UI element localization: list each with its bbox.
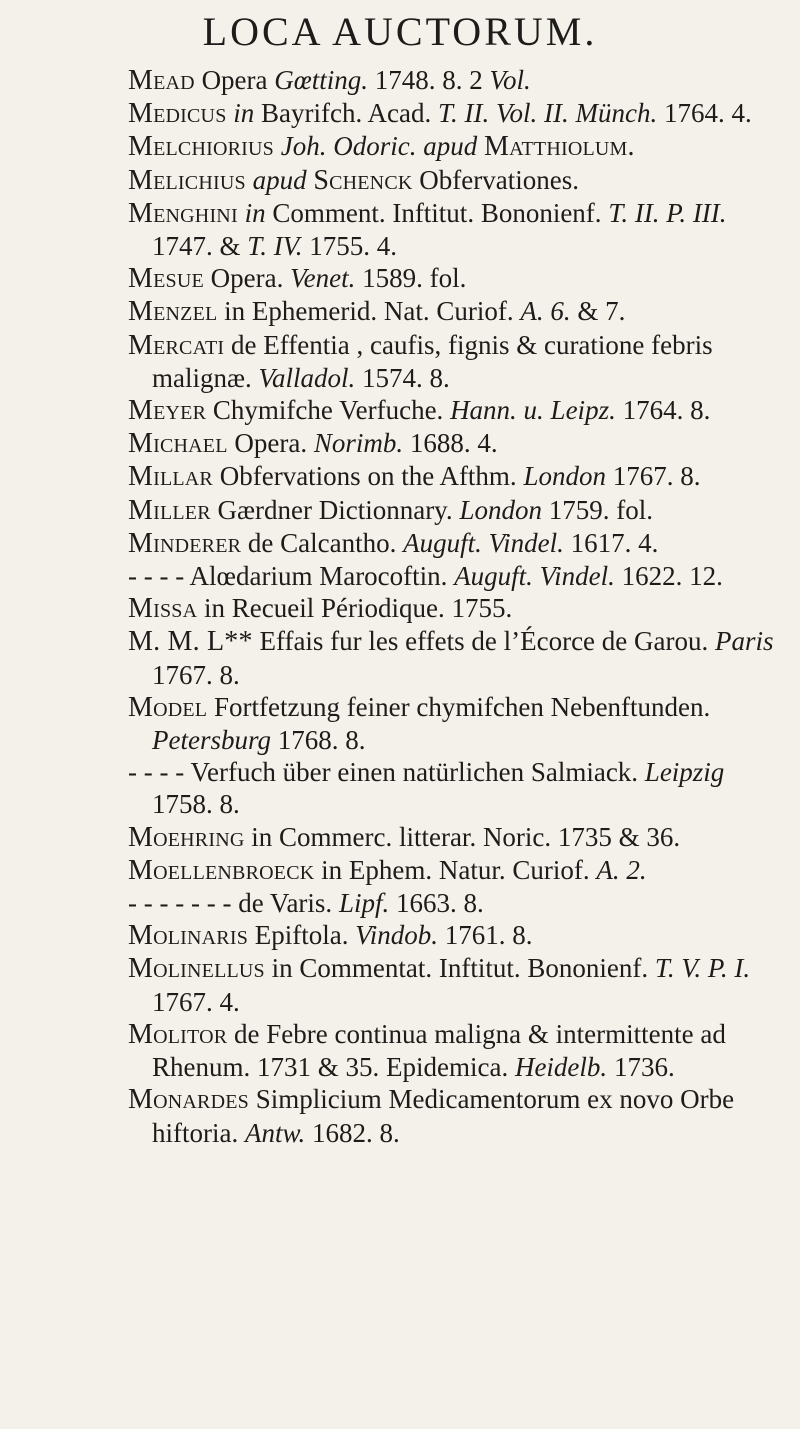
italic-text: Hann. u. Leipz. [450,395,616,426]
bibliography-entry [128,952,788,1017]
entry-text: 1755. 4. [302,231,398,262]
italic-text: T. II. Vol. II. Münch. [437,98,658,129]
author-name: Mercati [128,329,225,361]
italic-text: Norimb. [313,428,404,459]
italic-text: London [459,494,542,525]
entry-text: Bayrifch. Acad. [254,98,438,129]
entry-text: de Calcantho. [241,527,404,558]
author-name: Moehring [128,821,245,853]
entry-text [238,198,245,228]
italic-text: A. 2. [596,854,647,885]
entry-text [477,131,484,161]
entry-text: 1748. 8. 2 [368,65,490,95]
author-name: Moellenbroeck [128,854,315,886]
italic-text: in [244,197,266,228]
entry-text: - - - - Verfuch über einen natürlichen Salmiack. [128,757,645,788]
bibliography-entry [128,494,788,527]
entry-text: de Effentia , caufis, fignis & curatione febris malignæ. [152,329,713,393]
entry-text: 1688. 4. [403,428,498,459]
italic-text: T. IV. [247,231,303,262]
entry-text: Opera. [203,263,291,294]
bibliography-entry [128,821,788,854]
entry-text: 1747. & [152,231,248,262]
bibliography-entry [128,527,788,560]
italic-text: Vol. [489,65,531,95]
author-name: Miller [128,494,211,526]
author-name: Molinaris [128,920,249,952]
author-name: Mesue [128,263,204,295]
entry-text: 1764. 4. [657,98,752,129]
italic-text: Vindob. [355,920,439,951]
bibliography-entry [128,854,788,887]
italic-text: T. V. P. I. [654,953,751,984]
italic-text: Auguft. Vindel. [403,527,564,558]
author-name: Medicus [128,98,227,130]
entry-text: 1617. 4. [563,527,659,558]
entry-text: Comment. Inftitut. Bononienf. [265,197,609,228]
entry-text: Obfervationes. [412,164,579,195]
bibliography-entry [128,262,788,295]
bibliography-entry [128,1083,788,1148]
italic-text: Gœtting. [274,65,369,95]
italic-text: Valladol. [258,362,356,393]
bibliography-list [128,64,788,1149]
author-name: Molinellus [128,953,265,985]
entry-text: 1682. 8. [305,1117,400,1148]
author-name: Menghini [128,197,238,229]
entry-text: in Ephemerid. Nat. Curiof. [217,296,521,327]
entry-text: Fortfetzung feiner chymifchen Nebenftunden. [207,691,711,722]
italic-text: in [233,98,255,129]
bibliography-entry [128,919,788,952]
bibliography-entry [128,1018,788,1083]
entry-text: in Commerc. litterar. Noric. 1735 & 36. [244,821,681,852]
entry-text: Gærdner Dictionnary. [210,494,460,525]
entry-text: & 7. [570,296,626,327]
bibliography-entry [128,329,788,394]
bibliography-entry [128,560,788,592]
entry-text: Obfervations on the Afthm. [212,461,524,492]
bibliography-entry [128,427,788,460]
entry-text: 1663. 8. [389,888,484,919]
entry-text: de Febre continua maligna & intermittente ad Rhenum. 1731 & 35. Epidemica. [152,1018,726,1083]
entry-text: Opera. [227,428,314,459]
italic-text: Venet. [290,263,356,294]
entry-text: 1764. 8. [615,395,711,426]
entry-text: 1736. [607,1052,675,1083]
italic-text: Leipzig [644,757,725,788]
author-name: Schenck [313,164,413,196]
entry-text: 1768. 8. [270,725,366,756]
italic-text: Joh. Odoric. apud [280,131,478,162]
italic-text: A. 6. [520,296,571,327]
entry-text: 1589. fol. [355,263,467,294]
bibliography-entry [128,97,788,130]
bibliography-entry [128,592,788,625]
running-head: LOCA AUCTORUM. [202,9,598,54]
entry-text: in Ephem. Natur. Curiof. [314,854,597,885]
italic-text: Auguft. Vindel. [454,561,615,592]
entry-text: Epiftola. [248,920,356,951]
italic-text: Paris [715,626,774,657]
author-name: Meyer [128,395,207,427]
author-name: Minderer [128,527,242,559]
entry-text: 1758. 8. [152,789,240,820]
bibliography-entry [128,625,788,690]
author-name: M. M. L** [128,626,253,658]
author-name: Missa [128,593,198,625]
bibliography-entry [128,295,788,328]
entry-text: 1759. fol. [541,494,653,525]
author-name: Monardes [128,1084,249,1116]
author-name: Molitor [128,1018,228,1050]
bibliography-entry [128,164,788,197]
author-name: Matthiolum. [483,131,635,163]
bibliography-entry [128,460,788,493]
entry-text: in Recueil Périodique. 1755. [197,593,513,624]
italic-text: Lipf. [338,888,390,919]
bibliography-entry [128,197,788,262]
italic-text: Antw. [244,1117,306,1148]
entry-text: 1574. 8. [355,362,450,393]
bibliography-entry [128,64,788,97]
entry-text: 1767. 8. [605,461,701,492]
entry-text: Chymifche Verfuche. [206,395,451,426]
entry-text: 1767. 8. [152,659,240,690]
entry-text: in Commentat. Inftitut. Bononienf. [264,953,655,984]
italic-text: Heidelb. [514,1052,608,1083]
entry-text: Opera [194,65,275,95]
entry-text: 1622. 12. [614,561,723,592]
italic-text: Petersburg [152,725,271,756]
entry-text [246,165,253,195]
author-name: Model [128,691,208,723]
italic-text: T. II. P. III. [608,197,727,228]
author-name: Michael [128,428,228,460]
entry-text: 1761. 8. [438,920,533,951]
bibliography-entry [128,887,788,919]
entry-text: Effais fur les effets de l’Écorce de Garou. [252,626,715,657]
entry-text: - - - - - - - de Varis. [128,888,339,919]
entry-text: 1767. 4. [152,986,240,1017]
italic-text: London [523,461,606,492]
entry-text [274,131,281,161]
author-name: Mead [128,65,195,96]
bibliography-entry [128,394,788,427]
author-name: Melichius [128,164,246,196]
author-name: Millar [128,461,213,493]
author-name: Melchiorius [128,131,274,163]
author-name: Menzel [128,296,218,328]
entry-text: Simplicium Medicamentorum ex novo Orbe hiftoria. [152,1084,735,1148]
bibliography-entry [128,756,788,820]
bibliography-entry [128,691,788,756]
bibliography-entry [128,130,788,163]
entry-text: - - - - Alœdarium Marocoftin. [128,561,455,592]
italic-text: apud [252,164,307,195]
